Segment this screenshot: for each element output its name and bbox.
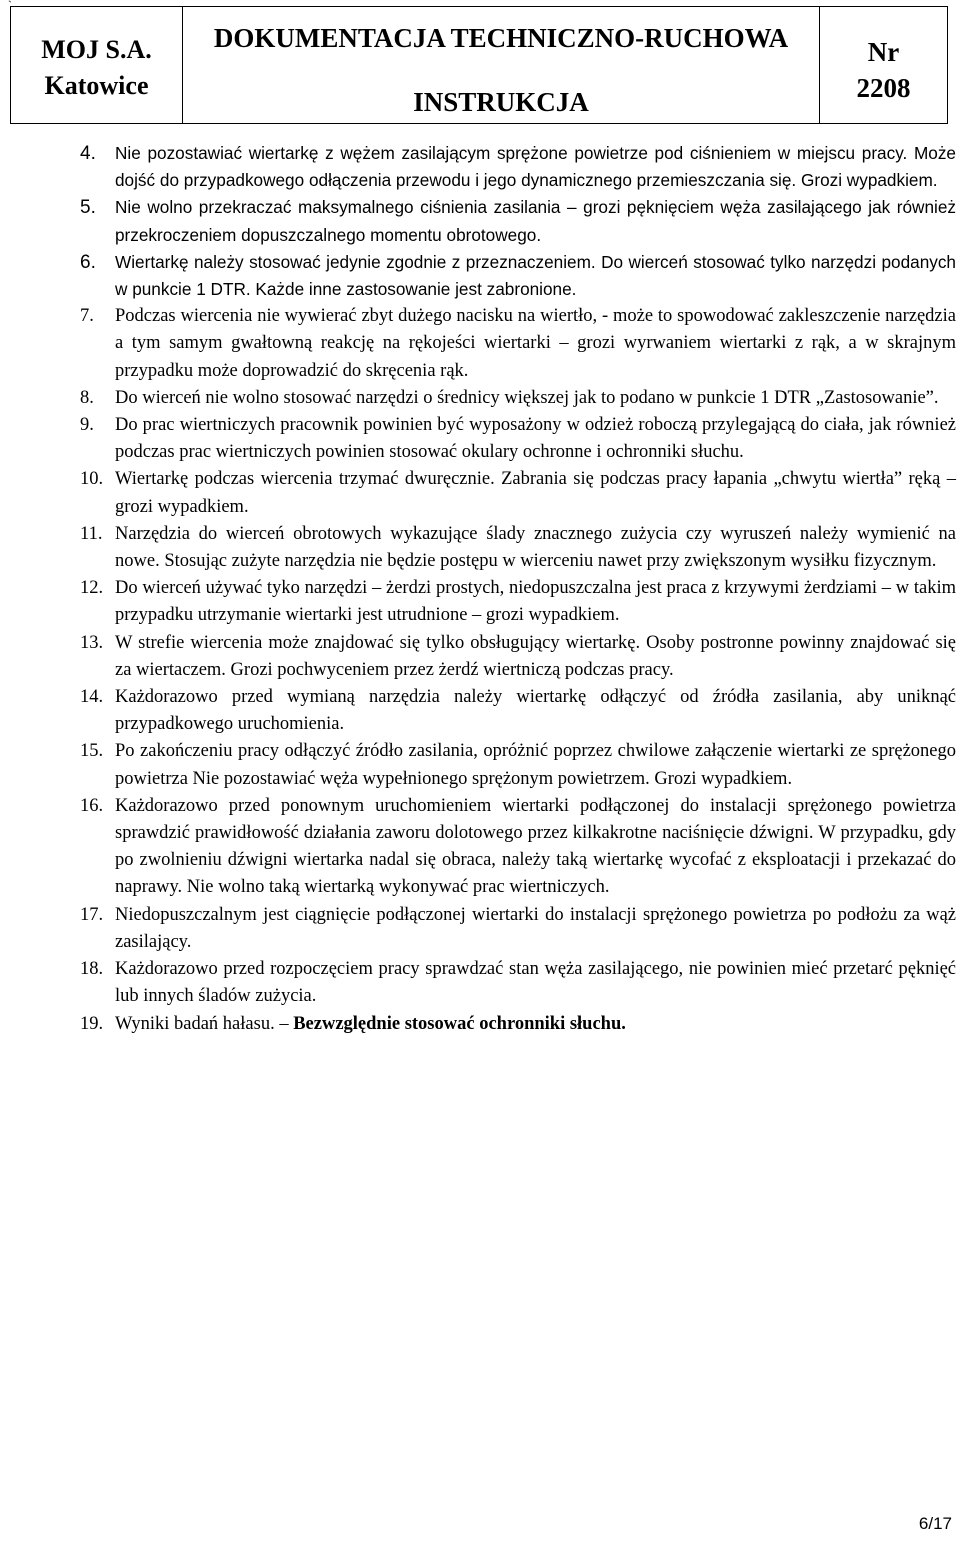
document-header (10, 6, 948, 124)
item-number: 19. (80, 1013, 104, 1034)
item-text: Wiertarkę należy stosować jedynie zgodnie z przeznaczeniem. Do wierceń stosować tylko narzędzi podanych w punkcie 1 DTR. Każde inne zastosowanie jest zabronione. (115, 251, 956, 300)
item-number: 7. (80, 306, 94, 327)
item-text: Do wierceń nie wolno stosować narzędzi o średnicy większej jak to podano w punkcie 1 DTR „Zastosowanie”. (115, 387, 939, 408)
item-text: Każdorazowo przed wymianą narzędzia należy wiertarkę odłączyć od źródła zasilania, aby uniknąć przypadkowego uruchomienia. (115, 687, 956, 735)
item-text (115, 1011, 956, 1038)
header-org-cell (11, 7, 183, 123)
item-number: 14. (80, 687, 104, 708)
page-number: 6/17 (918, 1514, 952, 1533)
instruction-list (80, 140, 956, 1038)
org-name: MOJ S.A. (41, 35, 152, 64)
item-number: 11. (80, 523, 103, 544)
item-text: Nie pozostawiać wiertarkę z wężem zasilającym sprężone powietrze pod ciśnieniem w miejscu pracy. Może dojść do przypadkowego odłączenia przewodu i jego dynamicznego przemieszczania się. Grozi wypadkiem. (115, 143, 956, 191)
list-item (80, 793, 956, 902)
list-item (80, 630, 956, 684)
item-text: Do prac wiertniczych pracownik powinien być wyposażony w odzież roboczą przylegającą do ciała, jak również podczas prac wiertniczych powinien stosować okulary ochronne i ochronniki słuchu. (115, 415, 956, 463)
list-item (80, 249, 956, 303)
list-item (80, 521, 956, 575)
item-number: 5. (80, 197, 96, 219)
header-title-cell (183, 7, 820, 123)
item-number: 18. (80, 959, 104, 980)
list-item (80, 902, 956, 956)
doc-title: DOKUMENTACJA TECHNICZNO-RUCHOWA (213, 23, 789, 53)
item-text: Narzędzia do wierceń obrotowych wykazujące ślady znacznego zużycia czy wyruszeń należy wymienić na nowe. Stosując zużyte narzędzia nie będzie postępu w wierceniu nawet przy zwiększonym wysiłku fizycznym. (115, 523, 956, 572)
org-city: Katowice (44, 71, 149, 100)
item-number: 12. (80, 578, 104, 599)
nr-label: Nr (867, 37, 900, 67)
list-item (80, 140, 956, 194)
list-item (80, 303, 956, 385)
item-text-bold: Bezwzględnie stosować ochronniki słuchu. (293, 1013, 626, 1034)
list-item (80, 738, 956, 792)
item-number: 10. (80, 469, 104, 490)
item-number: 17. (80, 904, 104, 925)
item-text: W strefie wiercenia może znajdować się tylko obsługujący wiertarkę. Osoby postronne powinny znajdować się za wiertaczem. Grozi pochwyceniem przez żerdź wiertniczą podczas pracy. (115, 632, 956, 680)
item-number: 4. (80, 143, 96, 164)
list-item (80, 412, 956, 466)
list-item (80, 575, 956, 629)
list-item (80, 466, 956, 520)
list-item (80, 194, 956, 248)
list-item (80, 684, 956, 738)
item-text: Po zakończeniu pracy odłączyć źródło zasilania, opróżnić poprzez chwilowe załączenie wiertarki ze sprężonego powietrza Nie pozostawiać węża wypełnionego sprężonym powietrzem. Grozi wypadkiem. (115, 741, 956, 789)
nr-value: 2208 (856, 73, 911, 103)
item-number: 15. (80, 741, 104, 762)
item-number: 8. (80, 387, 94, 408)
item-text-plain: Wyniki badań hałasu. – (115, 1013, 294, 1034)
item-number: 9. (80, 415, 94, 436)
list-item (80, 385, 956, 412)
header-nr-cell (820, 7, 947, 123)
item-number: 16. (80, 795, 104, 816)
item-text: Niedopuszczalnym jest ciągnięcie podłączonej wiertarki do instalacji sprężonego powietrza po podłożu za wąż zasilający. (115, 904, 956, 952)
item-text: Wiertarkę podczas wiercenia trzymać dwuręcznie. Zabrania się podczas pracy łapania „chwytu wiertła” ręką – grozi wypadkiem. (115, 469, 956, 517)
list-item (80, 956, 956, 1010)
item-text: Podczas wiercenia nie wywierać zbyt dużego nacisku na wiertło, - może to spowodować zakleszczenie narzędzia a tym samym gwałtowną reakcję na rękojeści wiertarki – grozi wyrwaniem wiertarki z rąk, a w skrajnym przypadku może doprowadzić do skręcenia rąk. (115, 306, 956, 381)
corner-mark: ` (8, 0, 12, 12)
list-item (80, 1011, 956, 1038)
item-text: Każdorazowo przed rozpoczęciem pracy sprawdzać stan węża zasilającego, nie powinien mieć przetarć pęknięć lub innych śladów zużycia. (115, 959, 956, 1007)
item-number: 13. (80, 632, 104, 653)
item-text: Nie wolno przekraczać maksymalnego ciśnienia zasilania – grozi pęknięciem węża zasilającego jak również przekroczeniem dopuszczalnego momentu obrotowego. (115, 197, 956, 245)
item-number: 6. (80, 251, 96, 273)
doc-subtitle: INSTRUKCJA (413, 87, 589, 117)
item-text: Do wierceń używać tyko narzędzi – żerdzi prostych, niedopuszczalna jest praca z krzywymi żerdziami – w takim przypadku utrzymanie wiertarki jest utrudnione – grozi wypadkiem. (115, 578, 956, 626)
item-text: Każdorazowo przed ponownym uruchomieniem wiertarki podłączonej do instalacji sprężonego powietrza sprawdzić prawidłowość działania zaworu dolotowego przez kilkakrotne naciśnięcie dźwigni. W przypadku, gdy po zwolnieniu dźwigni wiertarka nadal się obraca, należy taką wiertarkę wycofać z eksploatacji i przekazać do naprawy. Nie wolno taką wiertarką wykonywać prac wiertniczych. (115, 795, 956, 898)
